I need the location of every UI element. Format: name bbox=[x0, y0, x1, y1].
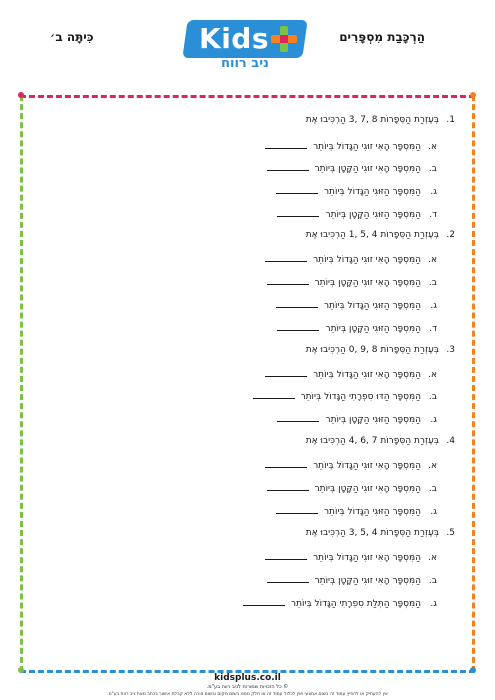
answer-blank[interactable] bbox=[243, 597, 285, 606]
question-text: בְּעֶזְרַת הַסְּפָרוֹת 4 ,5 ,3 הַרְכִּיבוּ אֶת bbox=[305, 528, 439, 538]
question-item bbox=[265, 368, 437, 380]
item-text: הַמִּסְפָּר הַזּוּגִי הַקָּטָן בְּיוֹתֵר bbox=[325, 324, 421, 334]
item-text: הַמִּסְפָּר הָאִי זוּגִי הַגָּדוֹל בְּיוֹתֵר bbox=[313, 370, 421, 380]
question-item bbox=[265, 140, 437, 152]
question-number: 4. bbox=[446, 436, 455, 446]
item-text: הַמִּסְפָּר הַזּוּגִי הַקָּטָן בְּיוֹתֵר bbox=[325, 415, 421, 425]
answer-blank[interactable] bbox=[267, 276, 309, 285]
footer-copyright: © כל הזכויות שמורות לניב רווח בע"מ. bbox=[206, 684, 289, 690]
question-item bbox=[265, 253, 437, 265]
answer-blank[interactable] bbox=[253, 390, 295, 399]
answer-blank[interactable] bbox=[267, 482, 309, 491]
item-text: הַמִּסְפָּר הַדּוּ סִפְרָתִי הַגָּדוֹל בְּיוֹתֵר bbox=[300, 392, 421, 402]
answer-blank[interactable] bbox=[267, 574, 309, 583]
question-item bbox=[267, 162, 437, 174]
question-item bbox=[265, 459, 437, 471]
logo-word: Kids bbox=[199, 22, 270, 55]
answer-blank[interactable] bbox=[265, 368, 307, 377]
item-text: הַמִּסְפָּר הָאִי זוּגִי הַגָּדוֹל בְּיוֹתֵר bbox=[313, 553, 421, 563]
worksheet-title: הַרְכָּבַת מִסְפָּרִים bbox=[339, 30, 425, 44]
question-item bbox=[265, 551, 437, 563]
question-number: 2. bbox=[446, 230, 455, 240]
question-prompt bbox=[306, 436, 455, 446]
question-text: בְּעֶזְרַת הַסְּפָרוֹת 8 ,9 ,0 הַרְכִּיבוּ אֶת bbox=[305, 345, 439, 355]
item-text: הַמִּסְפָּר הָאִי זוּגִי הַגָּדוֹל בְּיוֹתֵר bbox=[313, 461, 421, 471]
item-text: הַמִּסְפָּר הַתְּלַת סִפְרָתִי הַגָּדוֹל בְּיוֹתֵר bbox=[290, 599, 421, 609]
item-text: הַמִּסְפָּר הָאִי זוּגִי הַקָּטָן בְּיוֹתֵר bbox=[314, 484, 421, 494]
item-text: הַמִּסְפָּר הָאִי זוּגִי הַגָּדוֹל בְּיוֹתֵר bbox=[313, 142, 421, 152]
answer-blank[interactable] bbox=[265, 140, 307, 149]
item-text: הַמִּסְפָּר הָאִי זוּגִי הַקָּטָן בְּיוֹתֵר bbox=[314, 278, 421, 288]
item-letter: ד. bbox=[429, 210, 437, 220]
question-item bbox=[276, 505, 437, 517]
question-text: בְּעֶזְרַת הַסְּפָרוֹת 4 ,5 ,1 הַרְכִּיבוּ אֶת bbox=[305, 230, 439, 240]
answer-blank[interactable] bbox=[276, 299, 318, 308]
question-number: 1. bbox=[446, 115, 455, 125]
answer-blank[interactable] bbox=[276, 505, 318, 514]
border-right bbox=[472, 95, 475, 672]
item-letter: ג. bbox=[430, 187, 437, 197]
item-letter: א. bbox=[428, 142, 437, 152]
question-text: בְּעֶזְרַת הַסְּפָרוֹת 8 ,7 ,3 הַרְכִּיבוּ אֶת bbox=[305, 115, 439, 125]
question-number: 5. bbox=[446, 528, 455, 538]
item-letter: א. bbox=[428, 370, 437, 380]
answer-blank[interactable] bbox=[267, 162, 309, 171]
plus-icon bbox=[271, 26, 297, 52]
corner-dot-top-left bbox=[18, 92, 24, 98]
item-text: הַמִּסְפָּר הָאִי זוּגִי הַקָּטָן בְּיוֹתֵר bbox=[314, 576, 421, 586]
question-prompt bbox=[306, 230, 455, 240]
item-text: הַמִּסְפָּר הַזּוּגִי הַגָּדוֹל בְּיוֹתֵר bbox=[323, 301, 421, 311]
question-item bbox=[253, 390, 437, 402]
question-item bbox=[277, 322, 437, 334]
item-letter: ב. bbox=[428, 484, 437, 494]
item-letter: ב. bbox=[428, 164, 437, 174]
item-letter: א. bbox=[428, 255, 437, 265]
item-text: הַמִּסְפָּר הַזּוּגִי הַגָּדוֹל בְּיוֹתֵר bbox=[323, 507, 421, 517]
footer-legal: אין להעתיק או להפיץ עמוד זה בשום אמצעי ואין לכלול עמוד זה או חלק ממנו בשום מקום ובשום צורה ללא קבלת אישור בכתב מאת ניב רווח בע"מ. bbox=[107, 692, 388, 697]
item-letter: ג. bbox=[430, 301, 437, 311]
question-prompt bbox=[306, 115, 455, 125]
item-letter: ג. bbox=[430, 507, 437, 517]
question-text: בְּעֶזְרַת הַסְּפָרוֹת 7 ,6 ,4 הַרְכִּיבוּ אֶת bbox=[305, 436, 439, 446]
item-letter: ב. bbox=[428, 278, 437, 288]
item-letter: ד. bbox=[429, 324, 437, 334]
item-letter: ג. bbox=[430, 415, 437, 425]
question-item bbox=[277, 208, 437, 220]
class-label: כִּיתָּה ב׳ bbox=[50, 30, 94, 44]
answer-blank[interactable] bbox=[265, 459, 307, 468]
item-letter: ב. bbox=[428, 576, 437, 586]
logo-subtitle: ניב רווח bbox=[221, 56, 269, 71]
item-text: הַמִּסְפָּר הַזּוּגִי הַגָּדוֹל בְּיוֹתֵר bbox=[323, 187, 421, 197]
corner-dot-top-right bbox=[470, 92, 476, 98]
border-left bbox=[20, 95, 23, 672]
border-top bbox=[20, 95, 475, 98]
question-number: 3. bbox=[446, 345, 455, 355]
item-text: הַמִּסְפָּר הַזּוּגִי הַקָּטָן בְּיוֹתֵר bbox=[325, 210, 421, 220]
question-item bbox=[267, 574, 437, 586]
footer-site: kidsplus.co.il bbox=[214, 673, 281, 683]
answer-blank[interactable] bbox=[265, 551, 307, 560]
question-item bbox=[277, 413, 437, 425]
item-letter: א. bbox=[428, 461, 437, 471]
item-text: הַמִּסְפָּר הָאִי זוּגִי הַקָּטָן בְּיוֹתֵר bbox=[314, 164, 421, 174]
answer-blank[interactable] bbox=[277, 208, 319, 217]
kids-plus-logo bbox=[185, 20, 305, 74]
question-item bbox=[267, 276, 437, 288]
answer-blank[interactable] bbox=[277, 322, 319, 331]
item-letter: ב. bbox=[428, 392, 437, 402]
question-item bbox=[276, 299, 437, 311]
question-item bbox=[276, 185, 437, 197]
answer-blank[interactable] bbox=[276, 185, 318, 194]
question-prompt bbox=[306, 345, 455, 355]
answer-blank[interactable] bbox=[265, 253, 307, 262]
answer-blank[interactable] bbox=[277, 413, 319, 422]
item-letter: א. bbox=[428, 553, 437, 563]
question-item bbox=[267, 482, 437, 494]
question-prompt bbox=[306, 528, 455, 538]
question-item bbox=[243, 597, 437, 609]
item-text: הַמִּסְפָּר הָאִי זוּגִי הַגָּדוֹל בְּיוֹתֵר bbox=[313, 255, 421, 265]
item-letter: ג. bbox=[430, 599, 437, 609]
